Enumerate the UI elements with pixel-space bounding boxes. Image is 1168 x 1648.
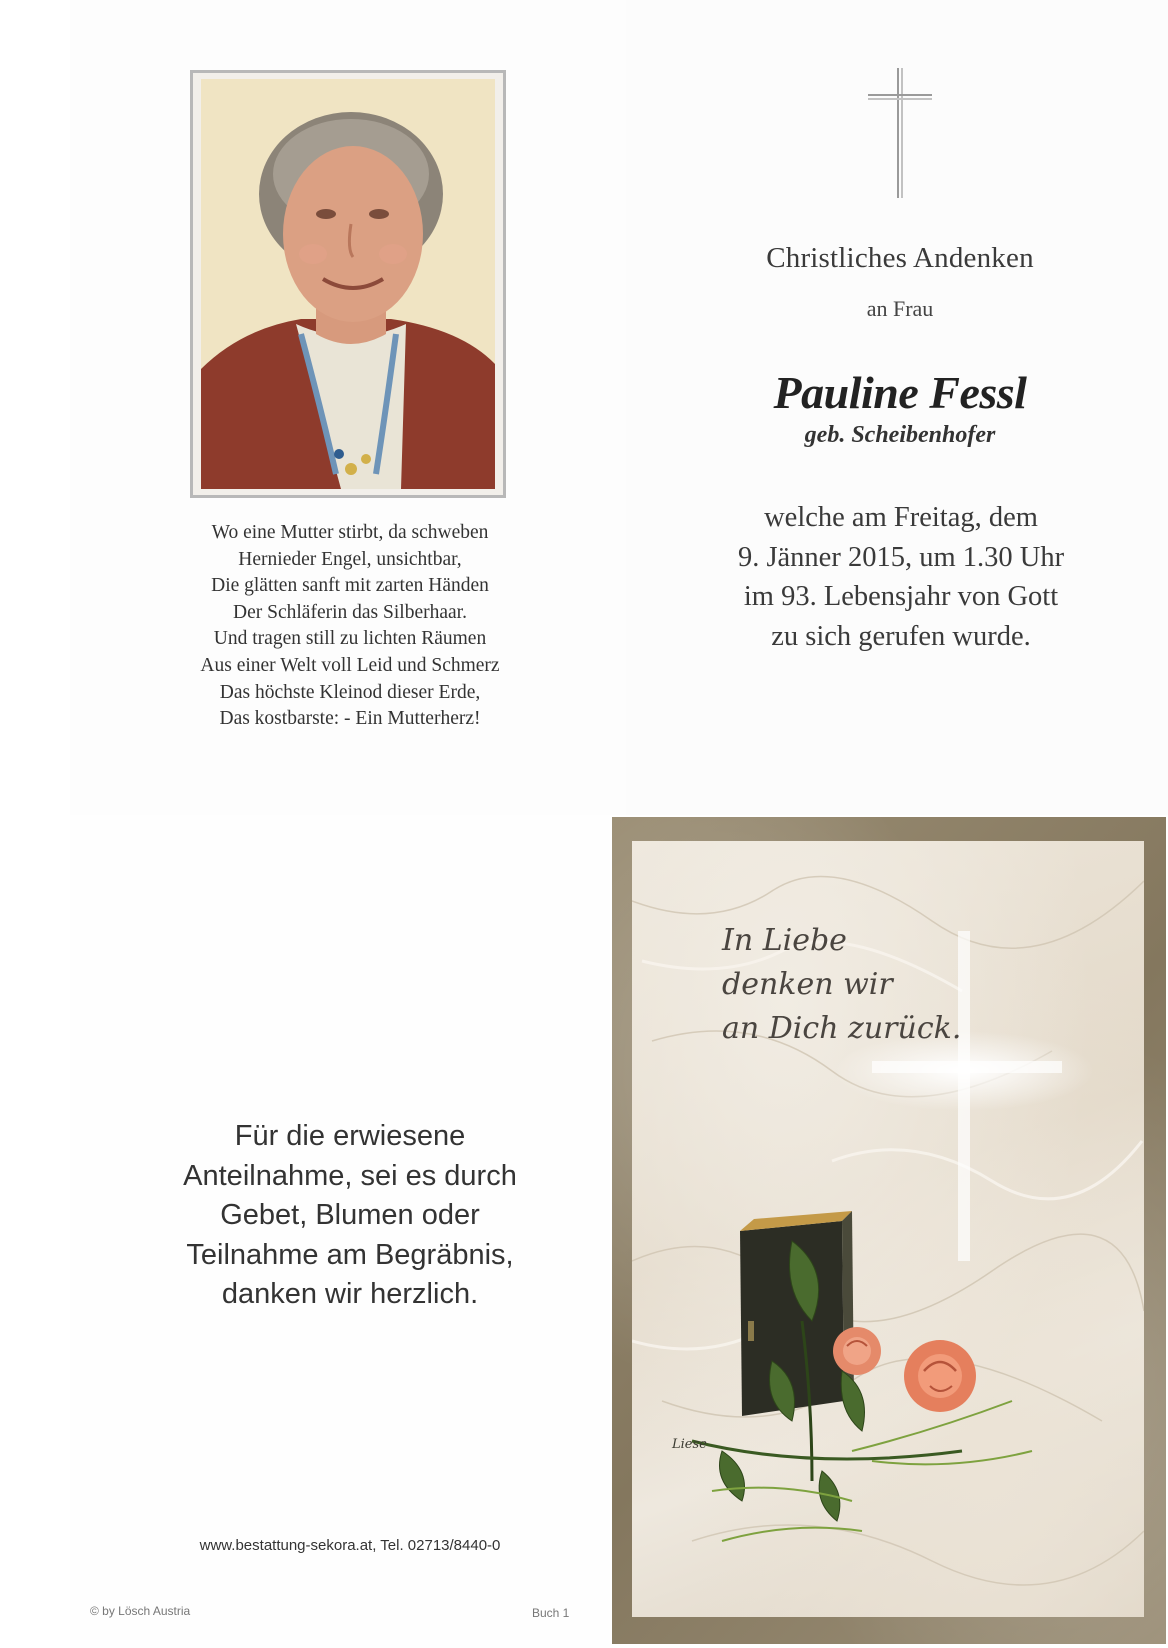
poem-line: Der Schläferin das Silberhaar.: [233, 601, 467, 623]
remembrance-text: [722, 919, 1022, 1051]
marble-card: [612, 817, 1166, 1644]
poem-line: Die glätten sanft mit zarten Händen: [211, 575, 489, 597]
poem-line: Und tragen still zu lichten Räumen: [213, 628, 487, 650]
poem-line: Das höchste Kleinod dieser Erde,: [219, 681, 481, 703]
remembrance-line: In Liebe: [722, 923, 847, 958]
death-notice: [676, 498, 1126, 656]
notice-line: zu sich gerufen wurde.: [771, 620, 1031, 652]
photo-frame: [190, 70, 506, 498]
artist-signature: Liese: [672, 1437, 707, 1452]
poem-line: Hernieder Engel, unsichtbar,: [238, 548, 462, 570]
portrait-photo: [201, 79, 495, 489]
cross-icon: [868, 68, 932, 198]
thanks-message: [120, 1117, 580, 1315]
notice-line: 9. Jänner 2015, um 1.30 Uhr: [737, 541, 1065, 573]
poem-line: Aus einer Welt voll Leid und Schmerz: [200, 654, 500, 676]
thanks-line: danken wir herzlich.: [221, 1278, 479, 1310]
poem: [140, 520, 560, 733]
marble-inner: [632, 841, 1144, 1617]
poem-line: Wo eine Mutter stirbt, da schweben: [211, 522, 489, 543]
book-number: Buch 1: [532, 1606, 570, 1620]
remembrance-line: denken wir: [722, 967, 893, 1002]
notice-line: welche am Freitag, dem: [764, 502, 1038, 533]
notice-line: im 93. Lebensjahr von Gott: [743, 581, 1059, 612]
remembrance-line: an Dich zurück.: [722, 1011, 962, 1046]
copyright-notice: © by Lösch Austria: [90, 1604, 191, 1618]
thanks-line: Teilnahme am Begräbnis,: [186, 1238, 514, 1271]
thanks-line: Für die erwiesene: [234, 1120, 466, 1152]
deceased-name: Pauline Fessl: [773, 367, 1027, 418]
memorial-prefix: an Frau: [866, 296, 934, 321]
funeral-home-contact: www.bestattung-sekora.at, Tel. 02713/8440-0: [199, 1537, 501, 1554]
birth-name: geb. Scheibenhofer: [804, 422, 996, 448]
thanks-line: Anteilnahme, sei es durch: [183, 1159, 517, 1192]
memorial-heading: Christliches Andenken: [766, 242, 1034, 274]
thanks-line: Gebet, Blumen oder: [220, 1199, 480, 1231]
poem-line: Das kostbarste: - Ein Mutterherz!: [219, 708, 481, 730]
